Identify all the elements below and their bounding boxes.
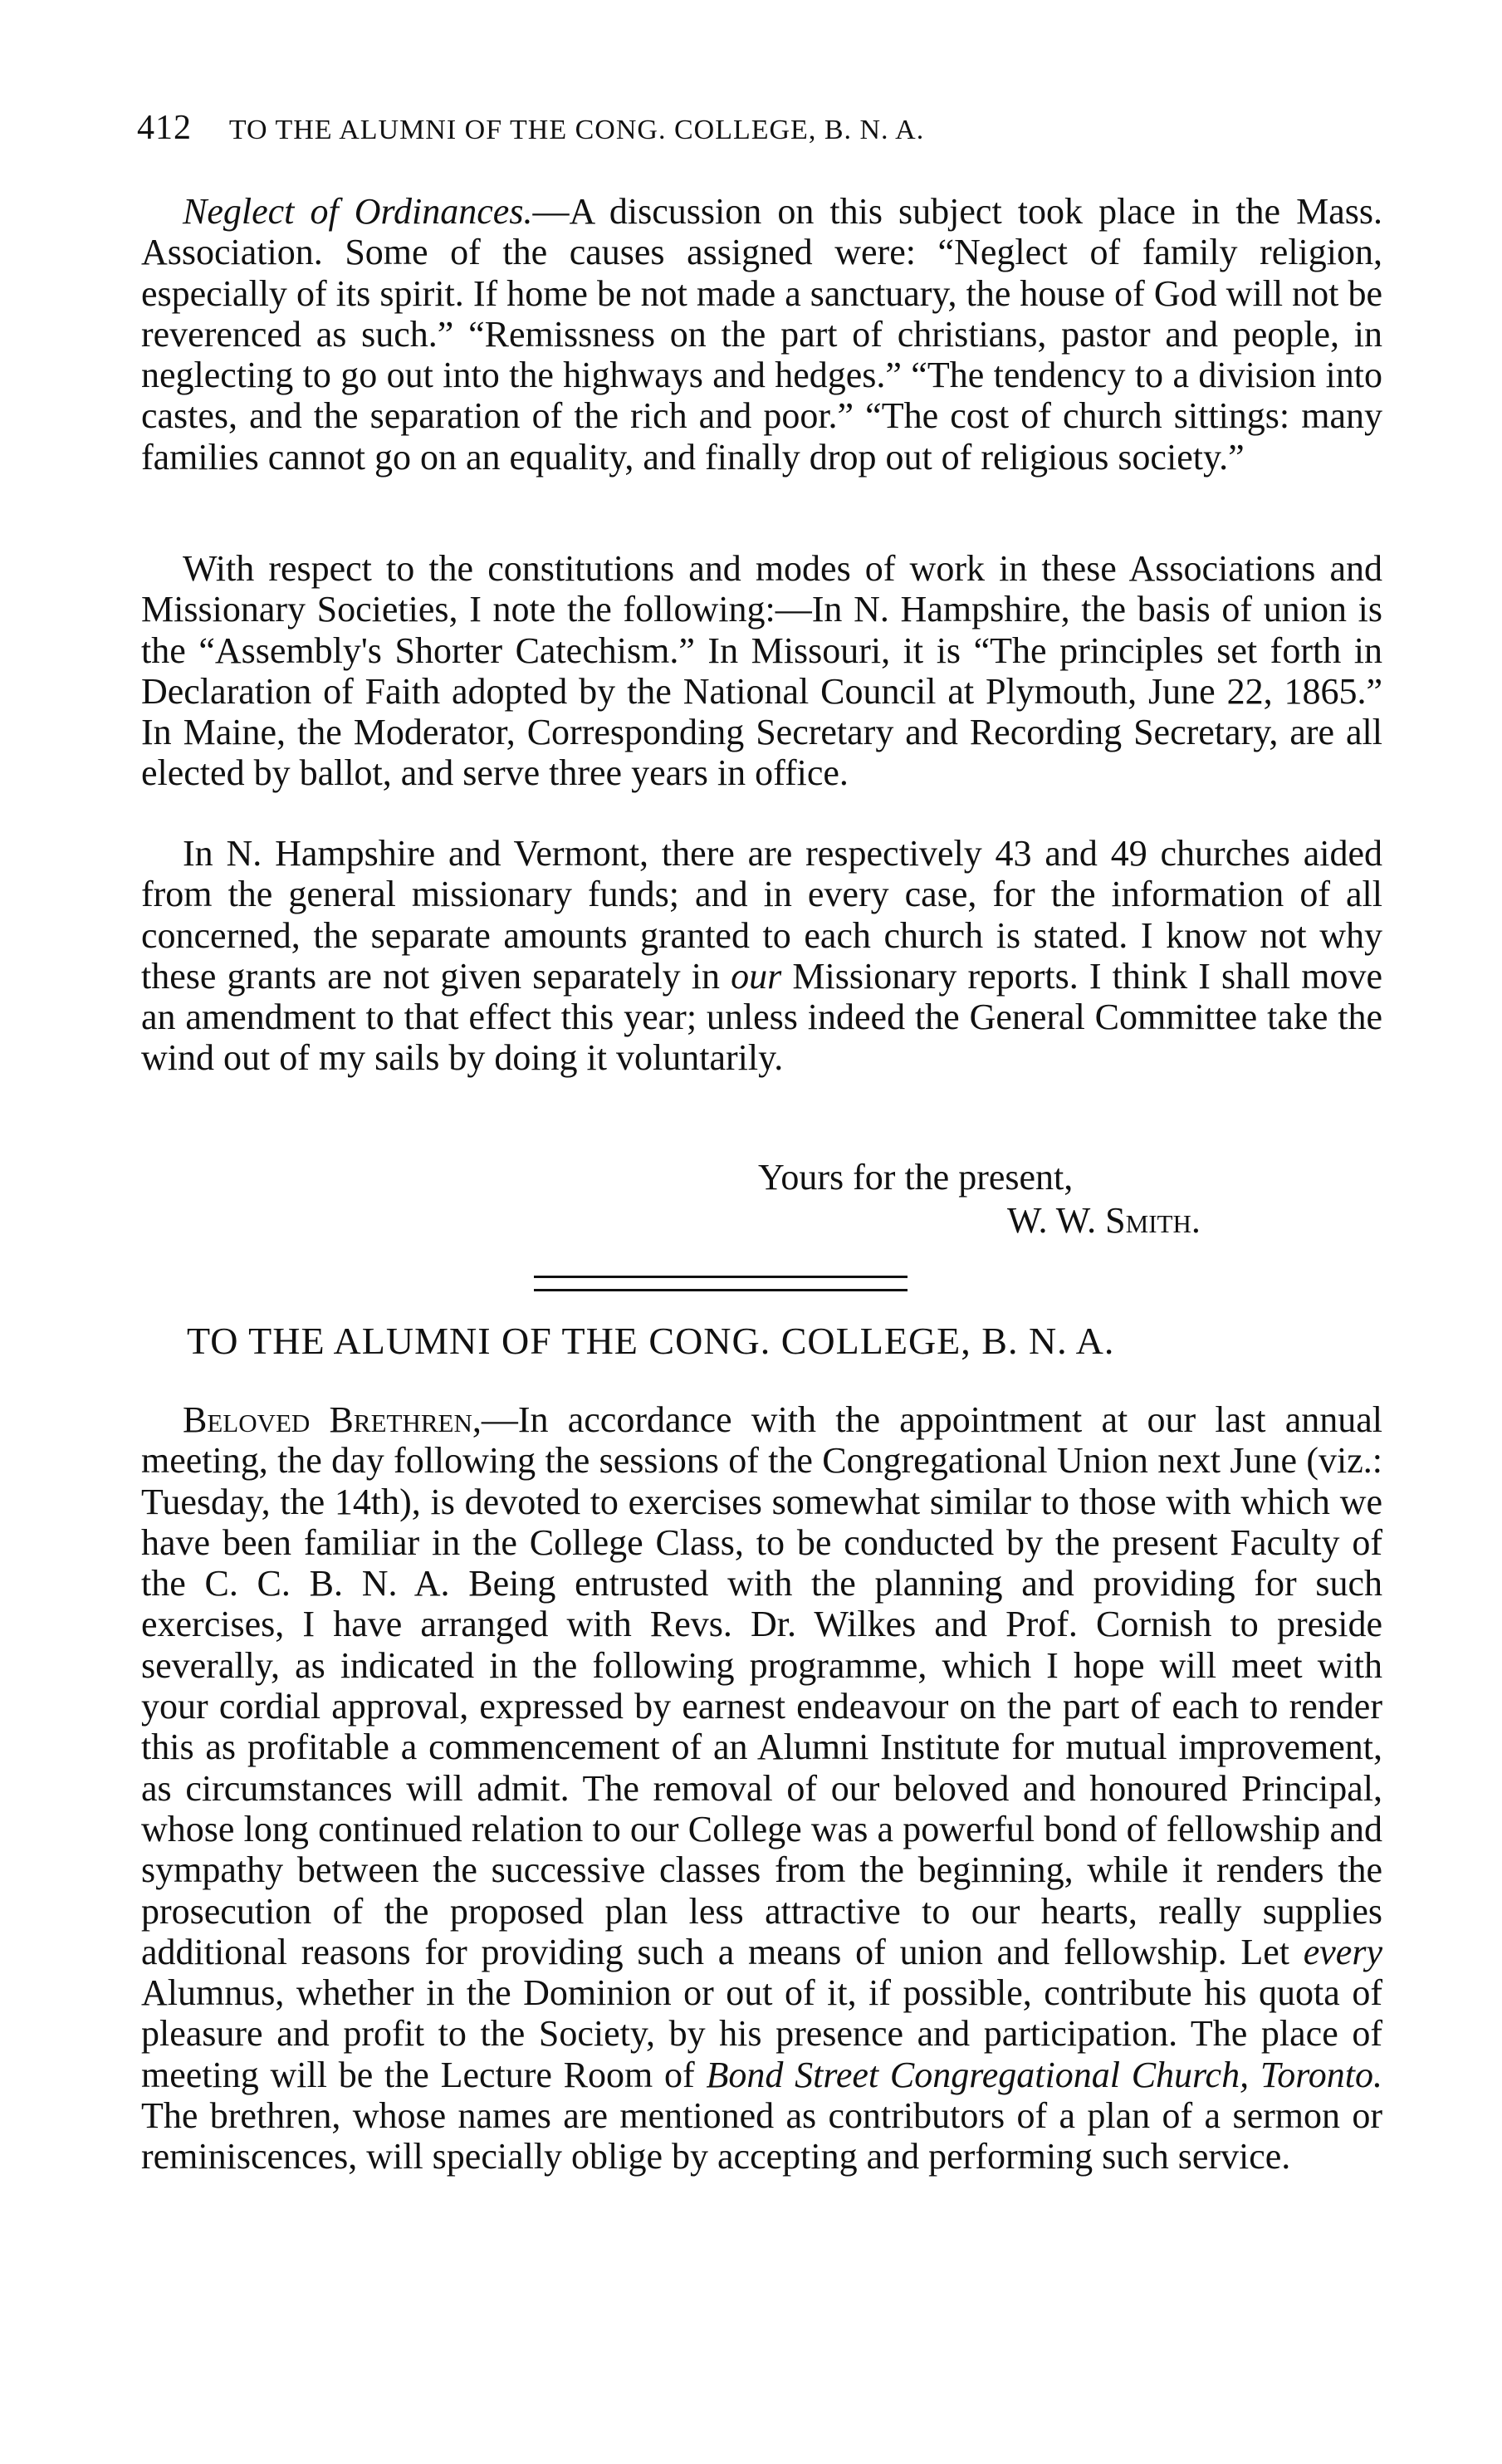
paragraph-text: The brethren, whose names are mentioned as contributors of a plan of a sermon or reminiscences, will specially oblige by accepting and performing such service. xyxy=(141,2095,1382,2177)
article-body xyxy=(141,1399,1382,2177)
paragraph-text: Alumnus, whether in the Dominion or out of it, if possible, contribute his quota of pleasure and profit to the Society, by his presence and participation. The place of meeting will be the Lecture Room of xyxy=(141,1972,1382,2095)
running-title: TO THE ALUMNI OF THE CONG. COLLEGE, B. N. A. xyxy=(228,115,925,145)
page-number: 412 xyxy=(137,109,192,147)
section-divider-rule xyxy=(534,1276,908,1278)
salutation: Beloved Brethren, xyxy=(183,1399,482,1440)
paragraph-constitutions xyxy=(141,548,1382,794)
paragraph-text: Missionary reports. I think I shall move an amendment to that effect this year; unless indeed the General Committee take the wind out of my sails by doing it voluntarily. xyxy=(141,955,1382,1079)
running-header xyxy=(137,108,1382,148)
emphasis-text: our xyxy=(731,955,782,997)
letter-closing: Yours for the present, xyxy=(758,1157,1074,1198)
paragraph-text: With respect to the constitutions and modes of work in these Associations and Missionary Societies, I note the following:—In N. Hampshire, the basis of union is the “Assembly's Shorter Catechism.” In Missouri, it is “The principles set forth in Declaration of Faith adopted by the National Council at Plymouth, June 22, 1865.” In Maine, the Moderator, Corresponding Secretary and Recording Secretary, are all elected by ballot, and serve three years in office. xyxy=(141,548,1382,794)
paragraph-text: In N. Hampshire and Vermont, there are respectively 43 and 49 churches aided from the general missionary funds; and in every case, for the information of all concerned, the separate amounts granted to each church is stated. I know not why these grants are not given separately in xyxy=(141,833,1382,997)
section-divider-rule xyxy=(534,1289,908,1291)
article-title: TO THE ALUMNI OF THE CONG. COLLEGE, B. N. A. xyxy=(187,1320,1115,1362)
emphasis-text: Bond Street Congregational Church, Toronto. xyxy=(706,2054,1383,2095)
paragraph-text: —A discussion on this subject took place in the Mass. Association. Some of the causes assigned were: “Neglect of family religion, especially of its spirit. If home be not made a sanctuary, the house of God will not be reverenced as such.” “Remissness on the part of christians, pastor and people, in neglecting to go out into the highways and hedges.” “The tendency to a division into castes, and the separation of the rich and poor.” “The cost of church sittings: many families cannot go on an equality, and finally drop out of religious society.” xyxy=(141,191,1383,478)
letter-signature: W. W. Smith. xyxy=(1007,1200,1201,1241)
paragraph-missionary-funds xyxy=(141,833,1382,1079)
emphasis-text: every xyxy=(1303,1931,1382,1972)
paragraph-neglect-of-ordinances xyxy=(141,191,1382,478)
paragraph-text: —In accordance with the appointment at our last annual meeting, the day following the sessions of the Congregational Union next June (viz.: Tuesday, the 14th), is devoted to exercises somewhat similar to those with which we have been familiar in the College Class, to be conducted by the present Faculty of the C. C. B. N. A. Being entrusted with the planning and providing for such exercises, I have arranged with Revs. Dr. Wilkes and Prof. Cornish to preside severally, as indicated in the following programme, which I hope will meet with your cordial approval, expressed by earnest endeavour on the part of each to render this as profitable a commencement of an Alumni Institute for mutual improvement, as circumstances will admit. The removal of our beloved and honoured Principal, whose long continued relation to our College was a powerful bond of fellowship and sympathy between the successive classes from the beginning, while it renders the prosecution of the proposed plan less attractive to our hearts, really supplies additional reasons for providing such a means of union and fellowship. Let xyxy=(141,1399,1382,1972)
paragraph-title: Neglect of Ordinances. xyxy=(183,191,533,232)
